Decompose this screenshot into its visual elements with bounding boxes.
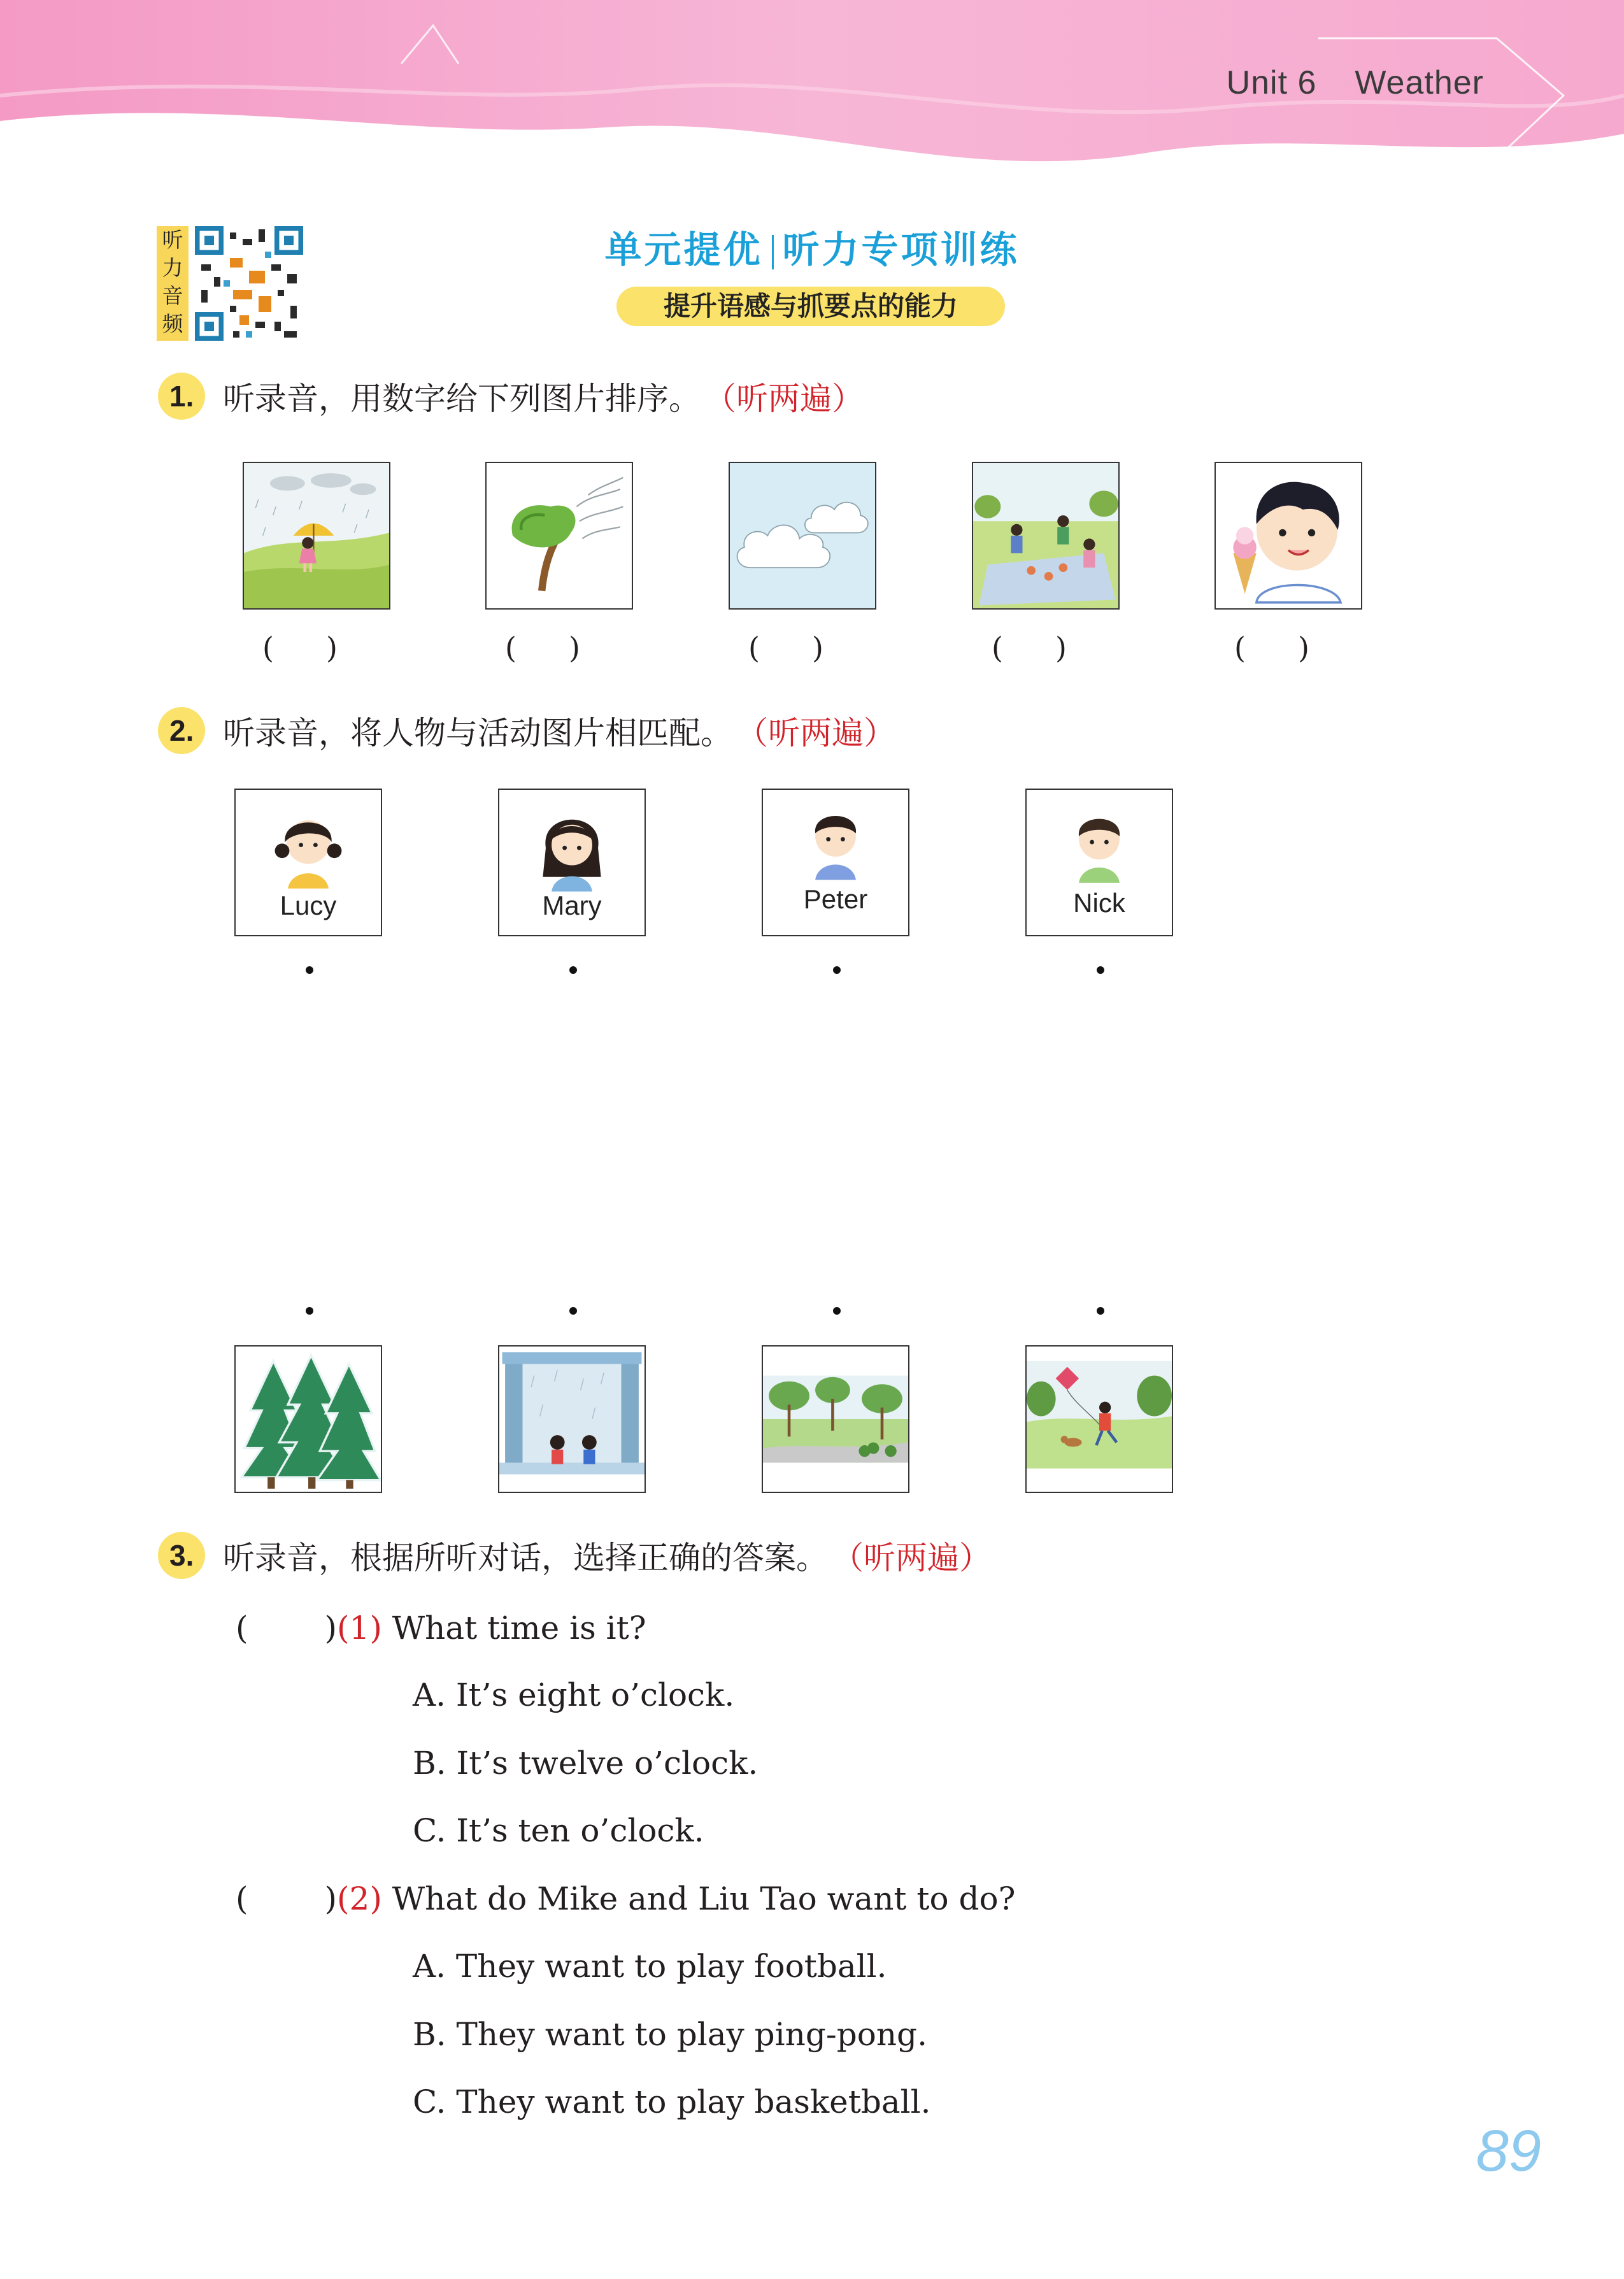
paren-close: ) xyxy=(326,631,338,665)
unit-number: Unit 6 xyxy=(1226,64,1317,101)
person-name: Nick xyxy=(1073,888,1125,918)
clouds-image xyxy=(730,463,875,608)
paren-open: ( xyxy=(262,631,274,665)
answer-blank[interactable] xyxy=(236,1880,337,1917)
section-title-left: 单元提优 xyxy=(604,228,763,271)
q3-item-2 xyxy=(236,1880,1015,1917)
match-dot-top[interactable] xyxy=(306,966,313,974)
q2-instruction: 听录音，将人物与活动图片相匹配。 xyxy=(223,715,732,752)
paren-close: ) xyxy=(324,1610,338,1647)
section-subtitle: 提升语感与抓要点的能力 xyxy=(616,287,1005,326)
person-name: Peter xyxy=(803,884,868,914)
q2-number-badge xyxy=(158,707,205,754)
paren-open: ( xyxy=(236,1610,248,1647)
tag-char: 频 xyxy=(162,311,183,336)
q1-heading xyxy=(158,373,864,420)
windy-tree-image xyxy=(487,463,632,608)
q1-answer-blank[interactable] xyxy=(748,631,823,665)
window-rain-children-image xyxy=(499,1347,645,1492)
option-a[interactable]: A. They want to play football. xyxy=(413,1948,887,1985)
q3-item-1 xyxy=(236,1610,646,1647)
section-title xyxy=(0,220,1624,273)
boy-ice-cream-image xyxy=(1216,463,1361,608)
paren-close: ) xyxy=(324,1880,338,1917)
page-number: 89 xyxy=(1476,2118,1541,2183)
q1-picture-wind xyxy=(485,462,633,610)
snowy-trees-image xyxy=(236,1347,381,1492)
tag-char: 音 xyxy=(162,283,183,308)
tag-char: 力 xyxy=(162,255,183,280)
tag-char: 听 xyxy=(162,227,183,252)
answer-blank[interactable] xyxy=(236,1610,337,1647)
q2-person-peter xyxy=(762,789,909,936)
item-question: What time is it? xyxy=(392,1610,646,1647)
q1-note: （听两遍） xyxy=(704,380,864,417)
q2-person-nick xyxy=(1025,789,1173,936)
paren-close: ) xyxy=(569,631,580,665)
match-dot-top[interactable] xyxy=(833,966,841,974)
q2-note: （听两遍） xyxy=(736,715,895,752)
q2-activity-park xyxy=(762,1345,909,1493)
paren-open: ( xyxy=(505,631,516,665)
q1-picture-picnic xyxy=(972,462,1120,610)
match-dot-top[interactable] xyxy=(569,966,577,974)
option-a[interactable]: A. It’s eight o’clock. xyxy=(413,1676,735,1713)
match-dot-bottom[interactable] xyxy=(833,1307,841,1315)
kite-running-dog-image xyxy=(1027,1347,1172,1492)
item-index: (1) xyxy=(337,1610,382,1647)
q1-picture-rain xyxy=(243,462,390,610)
q3-note: （听两遍） xyxy=(832,1540,991,1576)
rain-umbrella-girl-image xyxy=(244,463,389,608)
title-divider xyxy=(772,235,774,269)
picnic-image xyxy=(973,463,1118,608)
q1-number: 1. xyxy=(169,380,194,413)
option-c[interactable]: C. It’s ten o’clock. xyxy=(413,1812,704,1849)
item-question: What do Mike and Liu Tao want to do? xyxy=(392,1880,1016,1917)
paren-open: ( xyxy=(1234,631,1246,665)
match-dot-bottom[interactable] xyxy=(1097,1307,1104,1315)
match-dot-bottom[interactable] xyxy=(569,1307,577,1315)
section-title-right: 听力专项训练 xyxy=(782,228,1020,271)
q1-answer-blank[interactable] xyxy=(992,631,1067,665)
match-dot-top[interactable] xyxy=(1097,966,1104,974)
person-name: Mary xyxy=(542,890,602,920)
q2-activity-snow xyxy=(234,1345,382,1493)
q3-number-badge xyxy=(158,1532,205,1579)
q1-instruction: 听录音，用数字给下列图片排序。 xyxy=(223,380,701,417)
q2-person-lucy xyxy=(234,789,382,936)
unit-header xyxy=(1227,64,1484,102)
q2-number: 2. xyxy=(169,714,194,747)
paren-close: ) xyxy=(812,631,823,665)
q3-number: 3. xyxy=(169,1539,194,1572)
unit-title: Weather xyxy=(1355,64,1484,101)
q1-number-badge xyxy=(158,373,205,420)
q1-picture-ice-cream xyxy=(1214,462,1362,610)
q1-picture-cloudy xyxy=(729,462,876,610)
paren-open: ( xyxy=(236,1880,248,1917)
q3-heading xyxy=(158,1532,991,1579)
q1-answer-blank[interactable] xyxy=(505,631,580,665)
paren-close: ) xyxy=(1298,631,1309,665)
q3-instruction: 听录音，根据所听对话，选择正确的答案。 xyxy=(223,1540,828,1576)
q1-answer-blank[interactable] xyxy=(262,631,338,665)
q2-heading xyxy=(158,707,895,754)
option-b[interactable]: B. They want to play ping-pong. xyxy=(413,2016,927,2053)
q1-answer-blank[interactable] xyxy=(1234,631,1309,665)
option-c[interactable]: C. They want to play basketball. xyxy=(413,2083,931,2120)
park-trees-image xyxy=(763,1347,908,1492)
item-index: (2) xyxy=(337,1880,382,1917)
paren-open: ( xyxy=(748,631,760,665)
q2-activity-window xyxy=(498,1345,646,1493)
paren-close: ) xyxy=(1055,631,1067,665)
option-b[interactable]: B. It’s twelve o’clock. xyxy=(413,1745,759,1782)
q2-activity-kite xyxy=(1025,1345,1173,1493)
match-dot-bottom[interactable] xyxy=(306,1307,313,1315)
person-name: Lucy xyxy=(280,890,337,920)
q2-person-mary xyxy=(498,789,646,936)
paren-open: ( xyxy=(992,631,1003,665)
